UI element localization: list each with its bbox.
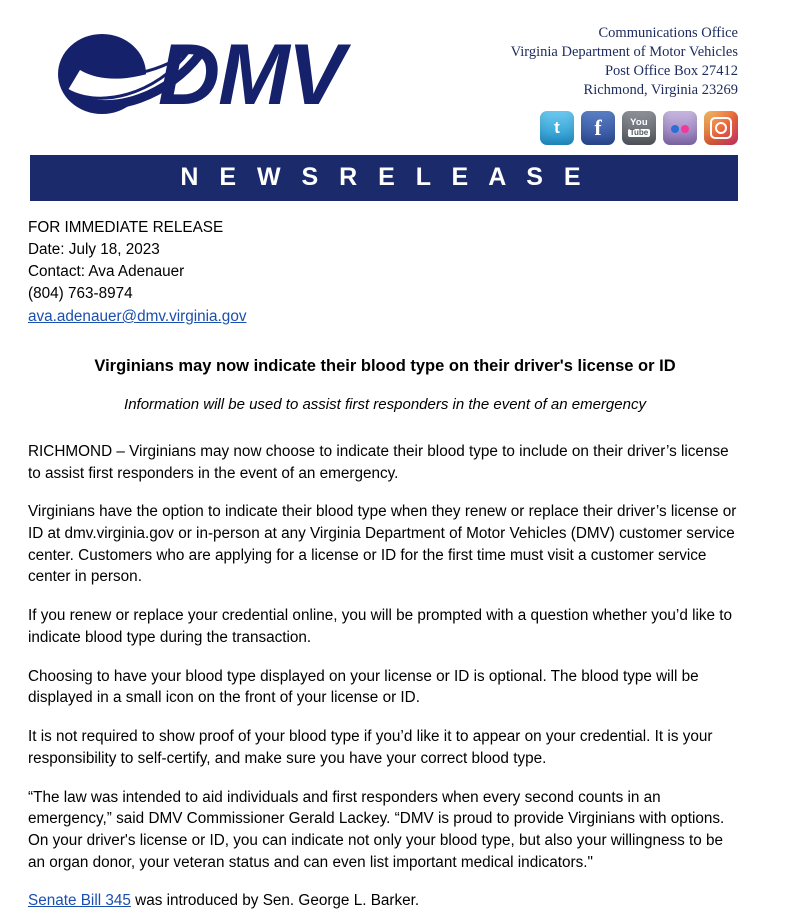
svg-text:DMV: DMV xyxy=(158,27,352,123)
address-line-1: Communications Office xyxy=(511,24,738,43)
twitter-glyph: t xyxy=(554,119,560,136)
facebook-glyph: f xyxy=(594,117,601,139)
flickr-icon[interactable] xyxy=(663,111,697,145)
youtube-glyph-bottom: Tube xyxy=(628,129,651,137)
article-headline: Virginians may now indicate their blood type on their driver's license or ID xyxy=(36,356,734,377)
office-address xyxy=(511,18,738,101)
contact-email-link[interactable]: ava.adenauer@dmv.virginia.gov xyxy=(28,308,246,325)
paragraph-4: Choosing to have your blood type displayed on your license or ID is optional. The blood type will be displayed in a small icon on the front of your license or ID. xyxy=(28,666,742,709)
article-subhead: Information will be used to assist first responders in the event of an emergency xyxy=(40,394,730,415)
release-date: Date: July 18, 2023 xyxy=(28,239,742,261)
release-meta xyxy=(28,217,742,329)
header-right-block xyxy=(511,18,738,145)
document-body xyxy=(0,201,810,912)
paragraph-1: RICHMOND – Virginians may now choose to indicate their blood type to include on their driver’s license to assist first responders in the event of an emergency. xyxy=(28,441,742,484)
paragraph-2: Virginians have the option to indicate their blood type when they renew or replace their driver’s license or ID at dmv.virginia.gov or in-person at any Virginia Department of Motor Vehicles (DMV) customer service center. Customers who are applying for a license or ID for the first time must visit a customer service center in person. xyxy=(28,501,742,588)
senate-bill-link[interactable]: Senate Bill 345 xyxy=(28,892,131,909)
social-links xyxy=(511,111,738,145)
address-line-2: Virginia Department of Motor Vehicles xyxy=(511,43,738,62)
contact-phone: (804) 763-8974 xyxy=(28,283,742,305)
flickr-dots xyxy=(670,119,690,136)
instagram-frame xyxy=(710,117,732,139)
paragraph-3: If you renew or replace your credential online, you will be prompted with a question whether you’d like to indicate blood type during the transaction. xyxy=(28,605,742,648)
contact-name: Contact: Ava Adenauer xyxy=(28,261,742,283)
news-release-banner: N E W S R E L E A S E xyxy=(30,155,738,201)
article-body xyxy=(28,441,742,912)
instagram-lens xyxy=(715,122,727,134)
youtube-glyph-top: You xyxy=(628,118,651,128)
senate-bill-sentence-rest: was introduced by Sen. George L. Barker. xyxy=(131,892,419,909)
address-line-4: Richmond, Virginia 23269 xyxy=(511,81,738,100)
address-line-3: Post Office Box 27412 xyxy=(511,62,738,81)
twitter-icon[interactable] xyxy=(540,111,574,145)
facebook-icon[interactable] xyxy=(581,111,615,145)
youtube-icon[interactable] xyxy=(622,111,656,145)
paragraph-5: It is not required to show proof of your blood type if you’d like it to appear on your credential. It is your responsibility to self-certify, and make sure you have your correct blood type. xyxy=(28,726,742,769)
instagram-icon[interactable] xyxy=(704,111,738,145)
immediate-release-label: FOR IMMEDIATE RELEASE xyxy=(28,217,742,239)
dmv-logo xyxy=(40,18,380,128)
document-header xyxy=(0,0,810,145)
paragraph-6: “The law was intended to aid individuals and first responders when every second counts in an emergency,” said DMV Commissioner Gerald Lackey. “DMV is proud to provide Virginians with options. On your driver's license or ID, you can indicate not only your blood type, but also your willingness to be an organ donor, your veteran status and can even list important medical indicators." xyxy=(28,787,742,874)
